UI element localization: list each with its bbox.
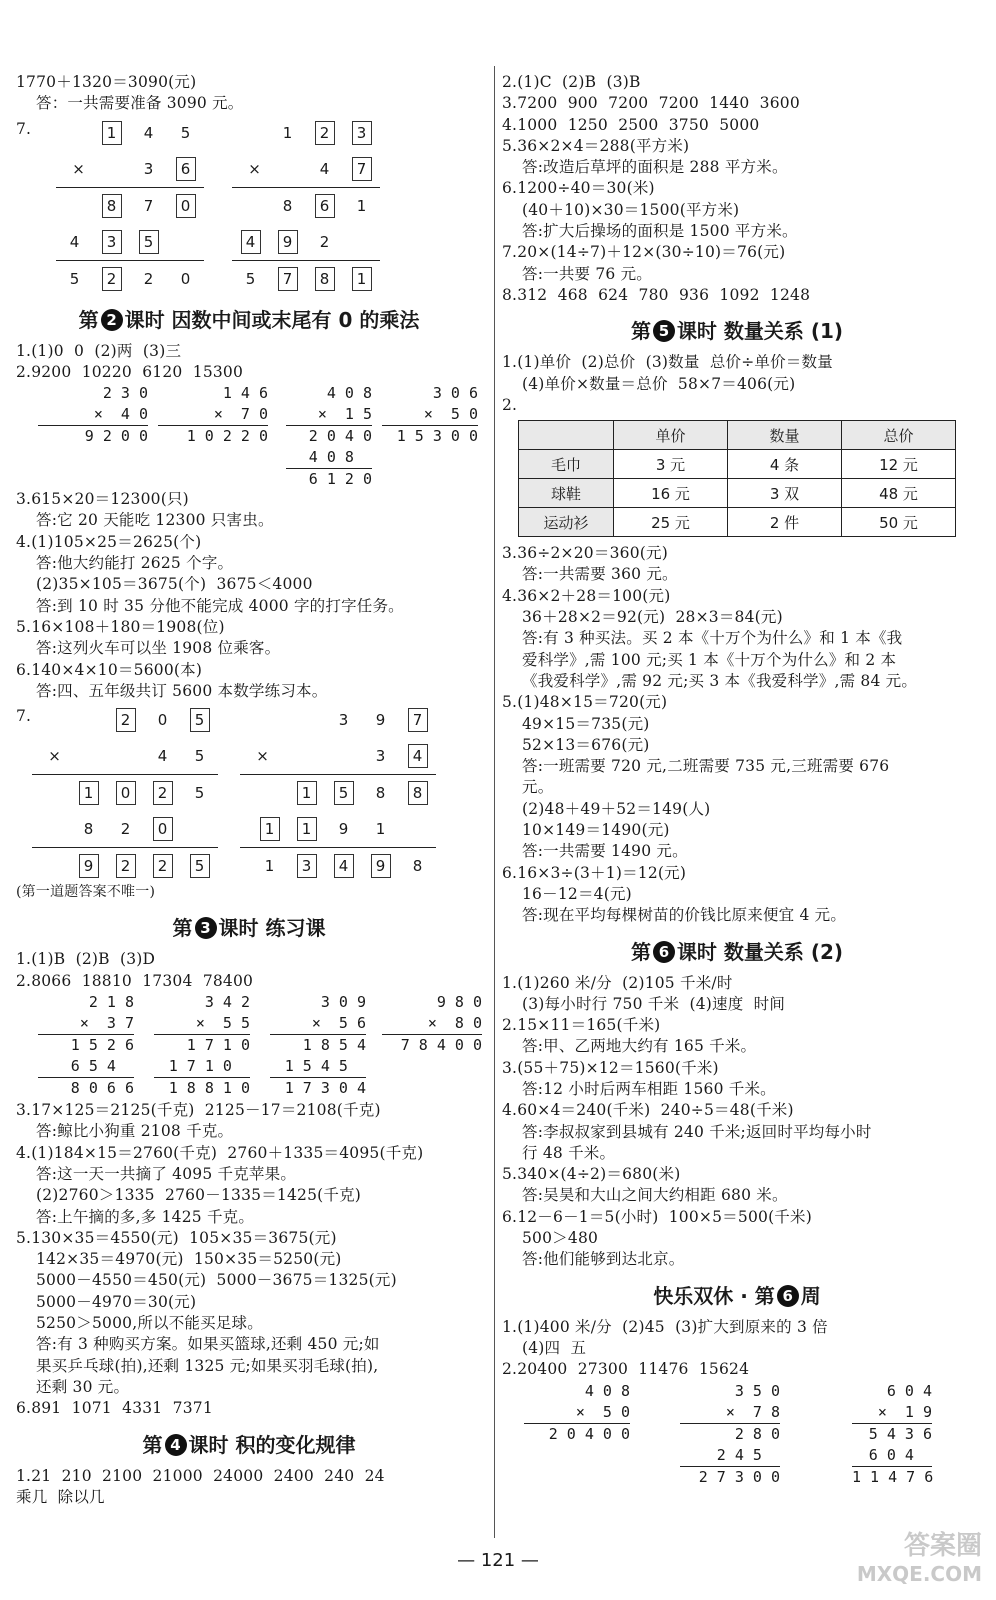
table-row: [519, 479, 956, 508]
text-line: 6.1200÷40＝30(米): [502, 179, 655, 198]
text-line: 答:有 3 种购买方案。如果买篮球,还剩 450 元;如: [36, 1335, 380, 1354]
text-line: 5.340×(4÷2)＝680(米): [502, 1165, 681, 1184]
text-line: 答：一共需要准备 3090 元。: [36, 94, 244, 113]
text-line: 1.(1)400 米/分 (2)45 (3)扩大到原来的 3 倍: [502, 1317, 828, 1336]
text-line: 1.21 210 2100 21000 24000 2400 240 24: [16, 1466, 385, 1485]
lesson-number-badge: 4: [165, 1434, 187, 1456]
right-column: [502, 72, 972, 1491]
vertical-multiplication: 3 0 6 × 5 0 1 5 3 0 0: [382, 383, 478, 447]
digit-puzzle-group: [16, 115, 482, 295]
text-line: 2.9200 10220 6120 15300: [16, 362, 244, 381]
text-line: 5250＞5000,所以不能买足球。: [36, 1314, 263, 1333]
lesson-title: 第 4 课时 积的变化规律: [142, 1432, 356, 1457]
text-line: 16－12＝4(元): [522, 884, 632, 903]
text-line: 答:一班需要 720 元,二班需要 735 元,三班需要 676: [522, 757, 890, 776]
text-line: 2.8066 18810 17304 78400: [16, 971, 254, 990]
vertical-calculations: [502, 1381, 972, 1491]
lesson-title-text: 课时 数量关系 (1): [676, 319, 844, 344]
table-cell: 50 元: [842, 508, 956, 537]
text-line: 4.1000 1250 2500 3750 5000: [502, 115, 760, 134]
lesson-title: 第 3 课时 练习课: [172, 916, 326, 941]
table-header-cell: [519, 421, 614, 450]
text-line: 答:到 10 时 35 分他不能完成 4000 字的打字任务。: [36, 596, 404, 615]
text-line: 3.615×20＝12300(只): [16, 490, 189, 509]
text-line: 2.: [502, 395, 518, 414]
text-line: 52×13＝676(元): [522, 735, 650, 754]
price-table: [518, 420, 956, 537]
text-line: 1.(1)B (2)B (3)D: [16, 950, 156, 969]
vertical-multiplication: 3 4 2 × 5 5 1 7 1 0 1 7 1 0 1 8 8 1 0: [154, 992, 250, 1099]
lesson-title-text: 课时 因数中间或末尾有 0 的乘法: [124, 307, 420, 332]
text-line: 6.140×4×10＝5600(本): [16, 660, 203, 679]
text-line: 49×15＝735(元): [522, 714, 650, 733]
text-line: 1.(1)260 米/分 (2)105 千米/时: [502, 973, 733, 992]
text-line: (4)四 五: [522, 1338, 587, 1357]
text-line: 2.(1)C (2)B (3)B: [502, 73, 641, 91]
text-line: 500＞480: [522, 1229, 599, 1248]
text-line: 答:李叔叔家到县城有 240 千米;返回时平均每小时: [522, 1122, 872, 1141]
table-cell: 运动衫: [519, 508, 614, 537]
digit-puzzle: 1 2 3 × 4 7 8 6 1 4 9 2 5 7 8 1: [232, 115, 380, 297]
digit-puzzle: 1 4 5 × 3 6 8 7 0 4 3 5 5 2 2 0: [56, 115, 204, 297]
text-line: 答:一共要 76 元。: [522, 264, 652, 283]
note: (第一道题答案不唯一): [16, 884, 156, 901]
digit-puzzle: 3 9 7 × 3 4 1 5 8 8 1 1 9 1 1 3 4 9 8: [240, 702, 436, 884]
weekend-title: [502, 1281, 972, 1311]
text-line: 答:它 20 天能吃 12300 只害虫。: [36, 511, 274, 530]
lesson-number-badge: 5: [653, 320, 675, 342]
text-line: 3.(55＋75)×12＝1560(千米): [502, 1058, 719, 1077]
table-cell: 球鞋: [519, 479, 614, 508]
table-cell: 2 件: [728, 508, 842, 537]
table-cell: 16 元: [614, 479, 728, 508]
text-line: 答:他大约能打 2625 个字。: [36, 554, 234, 573]
table-cell: 毛巾: [519, 450, 614, 479]
lesson-number-badge: 6: [653, 941, 675, 963]
text-line: (4)单价×数量＝总价 58×7＝406(元): [522, 374, 796, 393]
text-line: 6.891 1071 4331 7371: [16, 1399, 213, 1418]
vertical-multiplication: 3 5 0 × 7 8 2 8 0 2 4 5 2 7 3 0 0: [680, 1381, 780, 1488]
vertical-multiplication: 4 0 8 × 1 5 2 0 4 0 4 0 8 6 1 2 0: [286, 383, 372, 490]
text-line: 答:有 3 种买法。买 2 本《十万个为什么》和 1 本《我: [522, 629, 903, 648]
text-line: (40＋10)×30＝1500(平方米): [522, 200, 740, 219]
page-number-text: 121: [480, 1550, 516, 1571]
vertical-calculations: [16, 992, 482, 1100]
vertical-multiplication: 2 3 0 × 4 0 9 2 0 0: [38, 383, 148, 447]
table-cell: 3 双: [728, 479, 842, 508]
table-header-row: [519, 421, 956, 450]
text-line: (2)48＋49＋52＝149(人): [522, 799, 711, 818]
vertical-calculations: [16, 383, 482, 489]
text-line: 5.(1)48×15＝720(元): [502, 693, 668, 712]
text-line: 行 48 千米。: [522, 1143, 616, 1162]
table-cell: 25 元: [614, 508, 728, 537]
text-line: 7.20×(14÷7)＋12×(30÷10)＝76(元): [502, 243, 786, 262]
text-line: 答:这列火车可以坐 1908 位乘客。: [36, 639, 281, 658]
lesson-title: 第 2 课时 因数中间或末尾有 0 的乘法: [78, 307, 420, 332]
text-line: 答:扩大后操场的面积是 1500 平方米。: [522, 222, 798, 241]
watermark-logo: [857, 1532, 982, 1588]
text-line: (2)2760＞1335 2760－1335＝1425(千克): [36, 1186, 362, 1205]
text-line: 6.16×3÷(3＋1)＝12(元): [502, 863, 687, 882]
vertical-multiplication: 6 0 4 × 1 9 5 4 3 6 6 0 4 1 1 4 7 6: [852, 1381, 934, 1486]
vertical-multiplication: 9 8 0 × 8 0 7 8 4 0 0: [382, 992, 482, 1056]
text-line: 4.(1)105×25＝2625(个): [16, 532, 202, 551]
text-line: 还剩 30 元。: [36, 1377, 130, 1396]
vertical-multiplication: 1 4 6 × 7 0 1 0 2 2 0: [158, 383, 268, 447]
text-line: 5.16×108＋180＝1908(位): [16, 617, 225, 636]
text-line: 答:这一天一共摘了 4095 千克苹果。: [36, 1164, 297, 1183]
page-number: — 121 —: [457, 1550, 539, 1571]
lesson-title: 第 5 课时 数量关系 (1): [630, 319, 844, 344]
table-row: [519, 508, 956, 537]
lesson-title-text: 课时 数量关系 (2): [676, 939, 844, 964]
text-line: 3.17×125＝2125(千克) 2125－17＝2108(千克): [16, 1101, 381, 1120]
text-line: 5.36×2×4＝288(平方米): [502, 136, 690, 155]
text-line: 4.60×4＝240(千米) 240÷5＝48(千米): [502, 1101, 794, 1120]
text-line: 答:12 小时后两车相距 1560 千米。: [522, 1079, 776, 1098]
text-line: 答:一共需要 1490 元。: [522, 842, 688, 861]
text-line: 果买乒乓球(拍),还剩 1325 元;如果买羽毛球(拍),: [36, 1356, 379, 1375]
question-number: 7.: [16, 707, 32, 726]
text-line: 答:甲、乙两地大约有 165 千米。: [522, 1037, 757, 1056]
digit-puzzle: 2 0 5 × 4 5 1 0 2 5 8 2 0 9 2 2 5: [32, 702, 218, 884]
table-cell: 12 元: [842, 450, 956, 479]
vertical-multiplication: 2 1 8 × 3 7 1 5 2 6 6 5 4 8 0 6 6: [38, 992, 134, 1099]
vertical-multiplication: 3 0 9 × 5 6 1 8 5 4 1 5 4 5 1 7 3 0 4: [270, 992, 366, 1099]
text-line: 答:他们能够到达北京。: [522, 1250, 685, 1269]
text-line: 142×35＝4970(元) 150×35＝5250(元): [36, 1250, 342, 1269]
table-header-cell: 数量: [728, 421, 842, 450]
text-line: 答:鲸比小狗重 2108 千克。: [36, 1122, 234, 1141]
table-row: [519, 450, 956, 479]
text-line: 5000－4970＝30(元): [36, 1292, 197, 1311]
digit-puzzle-group: [16, 702, 482, 882]
text-line: 元。: [522, 778, 554, 797]
lesson-title-text: 课时 练习课: [218, 916, 326, 941]
text-line: 1770＋1320＝3090(元): [16, 73, 197, 91]
lesson-number-badge: 3: [195, 917, 217, 939]
text-line: 《我爱科学》,需 92 元;买 3 本《我爱科学》,需 84 元。: [522, 671, 918, 690]
week-number-badge: 6: [777, 1285, 799, 1307]
text-line: 5.130×35＝4550(元) 105×35＝3675(元): [16, 1228, 337, 1247]
text-line: 4.(1)184×15＝2760(千克) 2760＋1335＝4095(千克): [16, 1143, 424, 1162]
column-divider: [494, 66, 495, 1538]
left-column: [16, 72, 482, 1508]
vertical-multiplication: 4 0 8 × 5 0 2 0 4 0 0: [524, 1381, 630, 1445]
text-line: 6.12－6－1＝5(小时) 100×5＝500(千米): [502, 1207, 812, 1226]
text-line: 5000－4550＝450(元) 5000－3675＝1325(元): [36, 1271, 397, 1290]
text-line: 1.(1)0 0 (2)两 (3)三: [16, 341, 182, 360]
text-line: 2.15×11＝165(千米): [502, 1016, 661, 1035]
text-line: (2)35×105＝3675(个) 3675＜4000: [36, 575, 313, 594]
text-line: 4.36×2＋28＝100(元): [502, 586, 671, 605]
text-line: 乘几 除以几: [16, 1487, 105, 1506]
text-line: 36＋28×2＝92(元) 28×3＝84(元): [522, 608, 783, 627]
weekend-title-text: 快乐双休 · 第: [653, 1283, 775, 1308]
text-line: 1.(1)单价 (2)总价 (3)数量 总价÷单价＝数量: [502, 353, 833, 372]
lesson-title: 第 6 课时 数量关系 (2): [630, 939, 844, 964]
text-line: 2.20400 27300 11476 15624: [502, 1360, 750, 1379]
watermark-url: MXQE.COM: [856, 1562, 982, 1586]
weekend-title-suffix: 周: [800, 1283, 821, 1308]
table-header-cell: 总价: [842, 421, 956, 450]
text-line: 答:上午摘的多,多 1425 千克。: [36, 1207, 255, 1226]
text-line: 3.7200 900 7200 7200 1440 3600: [502, 94, 800, 113]
text-line: 3.36÷2×20＝360(元): [502, 544, 668, 563]
text-line: 答:改造后草坪的面积是 288 平方米。: [522, 158, 788, 177]
table-cell: 48 元: [842, 479, 956, 508]
table-cell: 4 条: [728, 450, 842, 479]
table-header-cell: 单价: [614, 421, 728, 450]
text-line: 答:吴昊和大山之间大约相距 680 米。: [522, 1186, 788, 1205]
text-line: 爱科学》,需 100 元;买 1 本《十万个为什么》和 2 本: [522, 650, 897, 669]
table-cell: 3 元: [614, 450, 728, 479]
text-line: 答:现在平均每棵树苗的价钱比原来便宜 4 元。: [522, 906, 847, 925]
text-line: 答:一共需要 360 元。: [522, 565, 678, 584]
text-line: (3)每小时行 750 千米 (4)速度 时间: [522, 994, 786, 1013]
text-line: 答:四、五年级共订 5600 本数学练习本。: [36, 681, 328, 700]
lesson-number-badge: 2: [101, 309, 123, 331]
text-line: 10×149＝1490(元): [522, 821, 670, 840]
question-number: 7.: [16, 119, 32, 138]
text-line: 8.312 468 624 780 936 1092 1248: [502, 285, 811, 304]
watermark-line: 答案圈: [903, 1531, 982, 1561]
lesson-title-text: 课时 积的变化规律: [188, 1432, 356, 1457]
